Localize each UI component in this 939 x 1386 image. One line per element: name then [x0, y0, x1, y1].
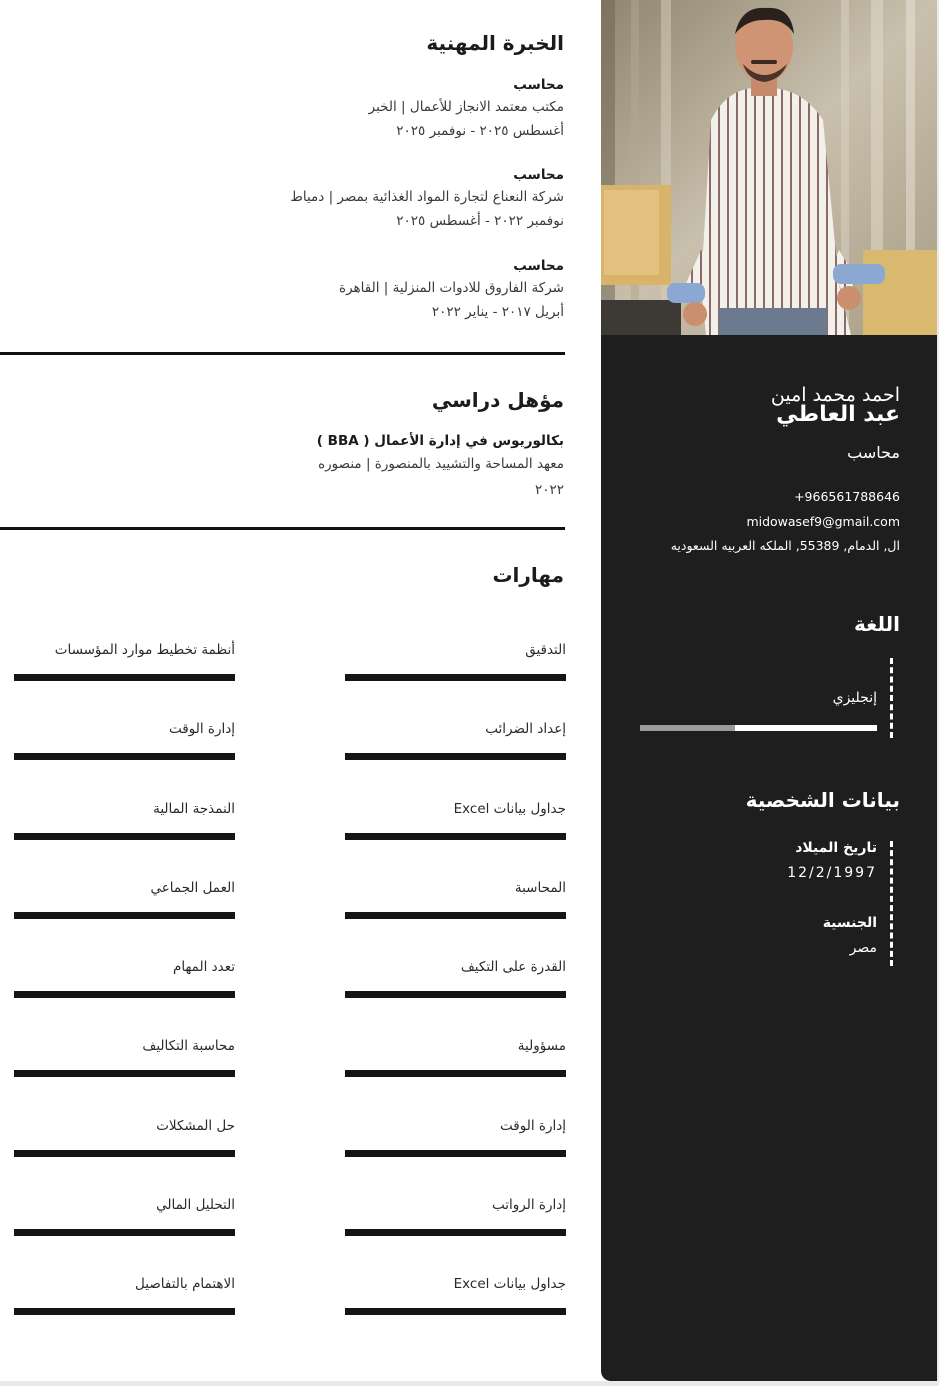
degree: بكالوريوس في إدارة الأعمال ( BBA )	[316, 433, 564, 449]
job-title: محاسب	[847, 443, 900, 462]
nationality-label: الجنسية	[822, 915, 877, 931]
skill-level-fill	[14, 753, 235, 760]
language-level-fill	[735, 725, 877, 731]
skills-heading: مهارات	[492, 563, 564, 587]
skill-level-fill	[345, 1308, 566, 1315]
name-line-1: احمد محمد امين	[770, 384, 900, 406]
language-name: إنجليزي	[832, 690, 877, 706]
skill-name: النمذجة المالية	[153, 801, 235, 817]
name-line-2: عبد العاطي	[776, 402, 900, 427]
skill-name: محاسبة التكاليف	[142, 1038, 235, 1054]
skill-name: أنظمة تخطيط موارد المؤسسات	[54, 642, 235, 658]
birth-date-label: تاريخ الميلاد	[795, 840, 877, 856]
skill-name: القدرة على التكيف	[460, 959, 566, 975]
skill-level-fill	[14, 1229, 235, 1236]
education-heading: مؤهل دراسي	[431, 388, 564, 412]
graduation-year: ٢٠٢٢	[534, 482, 564, 498]
skill-name: مسؤولية	[517, 1038, 566, 1054]
birth-date-value: 12/2/1997	[787, 865, 877, 881]
skill-name: حل المشكلات	[156, 1118, 235, 1134]
skill-level-bar	[345, 1070, 566, 1077]
skill-name: جداول بيانات Excel	[453, 1276, 566, 1292]
skill-level-bar	[345, 1150, 566, 1157]
institute: معهد المساحة والتشييد بالمنصورة | منصوره	[318, 456, 564, 472]
section-divider	[0, 527, 565, 530]
skill-level-fill	[345, 991, 566, 998]
skill-name: إدارة الوقت	[500, 1118, 566, 1134]
skill-level-bar	[14, 1150, 235, 1157]
skill-level-fill	[345, 1150, 566, 1157]
language-level-bar	[640, 725, 877, 731]
skill-name: إدارة الرواتب	[492, 1197, 566, 1213]
skill-name: الاهتمام بالتفاصيل	[135, 1276, 235, 1292]
experience-item	[144, 165, 564, 233]
phone-number: +966561788646	[794, 489, 900, 504]
skill-level-bar	[345, 912, 566, 919]
skill-level-bar	[345, 753, 566, 760]
skill-level-fill	[14, 912, 235, 919]
experience-item	[144, 75, 564, 143]
education-item	[144, 431, 564, 503]
personal-heading: بيانات الشخصية	[745, 788, 900, 812]
skill-name: العمل الجماعي	[150, 880, 235, 896]
skill-level-bar	[345, 1308, 566, 1315]
job-role: محاسب	[513, 77, 564, 93]
profile-photo	[601, 0, 937, 335]
experience-heading: الخبرة المهنية	[426, 31, 564, 55]
skill-level-bar	[14, 1229, 235, 1236]
skill-level-bar	[14, 753, 235, 760]
skill-name: المحاسبة	[514, 880, 566, 896]
skill-level-bar	[14, 1070, 235, 1077]
skill-level-bar	[14, 912, 235, 919]
job-period: أبريل ٢٠١٧ - يناير ٢٠٢٢	[431, 304, 564, 320]
skill-name: إعداد الضرائب	[485, 721, 566, 737]
skill-level-fill	[345, 674, 566, 681]
languages-divider	[890, 658, 893, 738]
address: ال, الدمام, 55389, الملكه العربيه السعوديه	[670, 538, 900, 553]
section-divider	[0, 352, 565, 355]
skill-level-fill	[14, 833, 235, 840]
skill-name: إدارة الوقت	[169, 721, 235, 737]
skill-name: التحليل المالي	[156, 1197, 235, 1213]
job-period: أغسطس ٢٠٢٥ - نوفمبر ٢٠٢٥	[396, 123, 564, 139]
skill-level-fill	[14, 1070, 235, 1077]
languages-heading: اللغة	[854, 612, 900, 636]
skill-level-bar	[14, 1308, 235, 1315]
skill-level-fill	[345, 833, 566, 840]
skill-level-fill	[345, 753, 566, 760]
job-company: شركة الفاروق للادوات المنزلية | القاهرة	[339, 280, 564, 296]
full-name	[640, 385, 900, 425]
skill-level-fill	[345, 1229, 566, 1236]
personal-divider	[890, 841, 893, 966]
skill-name: تعدد المهام	[172, 959, 235, 975]
job-company: مكتب معتمد الانجاز للأعمال | الخبر	[368, 99, 564, 115]
skill-level-bar	[14, 833, 235, 840]
sidebar	[601, 0, 937, 1381]
skill-level-bar	[345, 674, 566, 681]
skill-level-fill	[345, 1070, 566, 1077]
nationality-value: مصر	[849, 940, 877, 956]
job-company: شركة النعناع لتجارة المواد الغذائية بمصر | دمياط	[290, 189, 564, 205]
skill-level-fill	[345, 912, 566, 919]
skill-level-fill	[14, 1308, 235, 1315]
skill-level-bar	[14, 674, 235, 681]
skill-name: جداول بيانات Excel	[453, 801, 566, 817]
job-role: محاسب	[513, 167, 564, 183]
email-address: midowasef9@gmail.com	[746, 514, 900, 529]
job-role: محاسب	[513, 258, 564, 274]
job-period: نوفمبر ٢٠٢٢ - أغسطس ٢٠٢٥	[396, 213, 564, 229]
experience-item	[144, 256, 564, 324]
skill-level-fill	[14, 1150, 235, 1157]
skill-level-bar	[345, 1229, 566, 1236]
skill-level-fill	[14, 674, 235, 681]
skill-level-bar	[345, 991, 566, 998]
skill-name: التدقيق	[525, 642, 566, 658]
skill-level-bar	[345, 833, 566, 840]
skill-level-fill	[14, 991, 235, 998]
skill-level-bar	[14, 991, 235, 998]
